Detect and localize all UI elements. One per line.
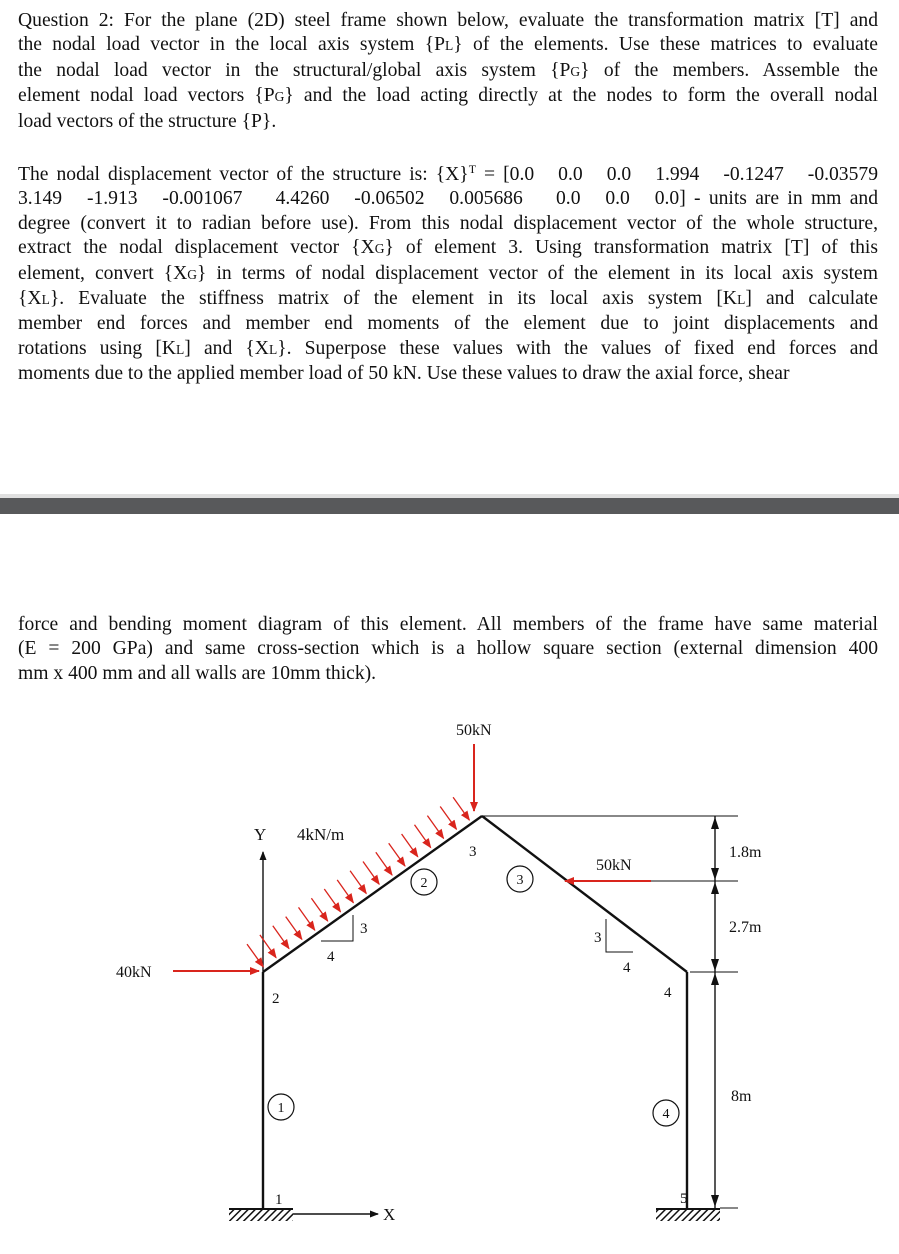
frame-figure (0, 700, 899, 1254)
text-line: force and bending moment diagram of this element. All members of the frame have same material (18, 614, 878, 635)
fixed-support-right (656, 1209, 720, 1221)
member-2 (263, 816, 482, 972)
text-line: rotations using [KL] and {XL}. Superpose these values with the values of fixed end forces and (18, 337, 879, 359)
dimension-2-label: 2.7m (729, 919, 762, 936)
udl-arrow (402, 834, 418, 857)
text-line: load vectors of the structure {P}. (18, 110, 277, 132)
axis-y-label: Y (254, 825, 267, 844)
text-line: moments due to the applied member load of 50 kN. Use these values to draw the axial force, shear (18, 363, 790, 385)
page-divider (0, 494, 899, 514)
svg-text:3: 3 (516, 873, 524, 888)
node-4-label: 4 (664, 985, 672, 1001)
svg-text:2: 2 (420, 876, 428, 891)
udl-arrow (415, 825, 431, 848)
udl-arrow (311, 898, 327, 921)
slope-triangle-right (606, 919, 633, 952)
frame-members (263, 816, 687, 1208)
udl-arrow (299, 907, 315, 930)
text-line: mm x 400 mm and all walls are 10mm thick). (18, 662, 377, 684)
element-1-tag (268, 1094, 294, 1120)
text-line: element nodal load vectors {PG} and the load acting directly at the nodes to form the overall nodal (18, 85, 878, 107)
slope-left-rise: 3 (360, 921, 368, 937)
load-right-label: 50kN (596, 857, 632, 874)
node-2-label: 2 (272, 991, 280, 1007)
slope-right-rise: 3 (594, 930, 602, 946)
question-paragraph-2 (18, 157, 878, 387)
element-2-tag (411, 869, 437, 895)
text-line: Question 2: For the plane (2D) steel frame shown below, evaluate the transformation matrix [T] and (18, 10, 878, 31)
dimension-1-label: 1.8m (729, 844, 762, 861)
dimension-3-label: 8m (731, 1088, 752, 1105)
udl-arrow (273, 926, 289, 949)
load-top-label: 50kN (456, 722, 492, 739)
node-1-label: 1 (275, 1192, 283, 1208)
text-line: extract the nodal displacement vector {XG} of element 3. Using transformation matrix [T] of this (18, 237, 879, 259)
udl-arrow (247, 944, 263, 967)
member-3 (482, 816, 687, 972)
udl-arrow (363, 862, 379, 885)
node-3-label: 3 (469, 844, 477, 860)
text-line: member end forces and member end moments of the element due to joint displacements and (18, 313, 878, 335)
text-line: The nodal displacement vector of the structure is: $\{X\}^T = [0.0$ 0.0 0.0 1.994 -0.1247 -0.03579 (18, 162, 878, 185)
svg-text:4: 4 (662, 1107, 670, 1122)
text-line: degree (convert it to radian before use). From this nodal displacement vector of the whole structure, (18, 212, 878, 234)
fixed-support-left (229, 1209, 293, 1221)
text-line: {XL}. Evaluate the stiffness matrix of the element in its local axis system [KL] and calculate (18, 288, 878, 310)
udl-arrow (324, 889, 340, 912)
slope-right-run: 4 (623, 960, 631, 976)
svg-text:1: 1 (277, 1101, 285, 1116)
udl-arrow (427, 816, 443, 839)
udl-arrow (337, 880, 353, 903)
udl-arrow (286, 917, 302, 940)
text-line: (E = 200 GPa) and same cross-section which is a hollow square section (external dimension 400 (18, 638, 878, 660)
udl-arrow (376, 852, 392, 875)
text-line: 3.149 -1.913 -0.001067 4.4260 -0.06502 0.005686 0.0 0.0 0.0] - units are in mm and (18, 188, 878, 210)
text-line: element, convert {XG} in terms of nodal displacement vector of the element in its local axis system (18, 262, 878, 284)
udl-arrow (389, 843, 405, 866)
element-4-tag (653, 1100, 679, 1126)
text-line: the nodal load vector in the structural/global axis system {PG} of the members. Assemble the (18, 59, 878, 81)
udl-arrow (453, 797, 469, 820)
load-left-label: 40kN (116, 964, 152, 981)
global-axes (263, 852, 378, 1214)
text-line: the nodal load vector in the local axis system {PL} of the elements. Use these matrices to evaluate (18, 34, 879, 56)
element-3-tag (507, 866, 533, 892)
node-5-label: 5 (680, 1191, 688, 1207)
slope-left-run: 4 (327, 949, 335, 965)
axis-x-label: X (383, 1205, 396, 1224)
udl-arrow (350, 871, 366, 894)
udl-arrow (440, 807, 456, 830)
question-paragraph-3 (18, 613, 878, 686)
question-paragraph-1 (18, 9, 878, 134)
distributed-load-label: 4kN/m (297, 825, 345, 844)
